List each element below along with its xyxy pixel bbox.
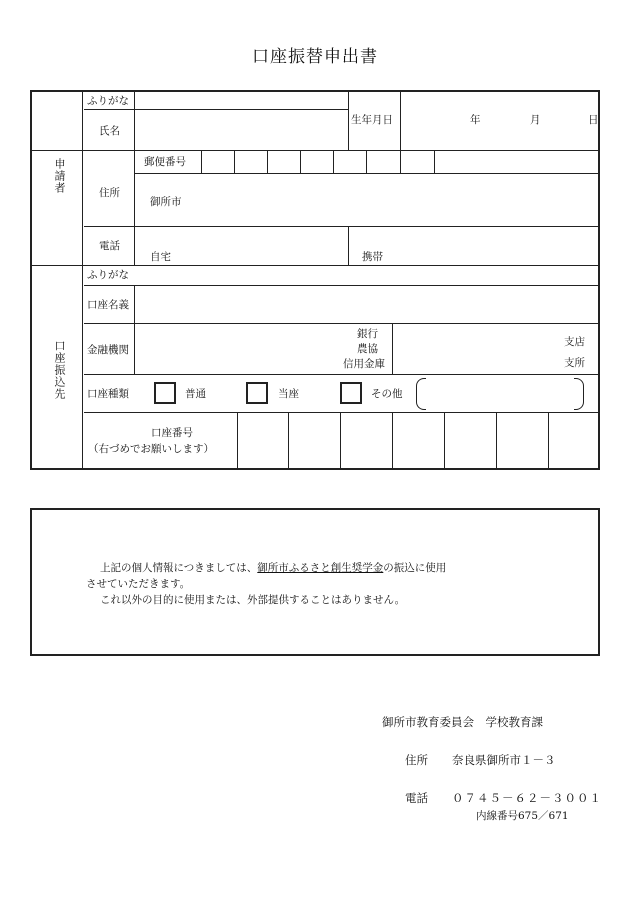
transfer-section-label: 口座振込先 — [53, 340, 66, 400]
account-name-label: 口座名義 — [87, 299, 129, 311]
footer-address-label: 住所 — [405, 753, 428, 767]
other-bracket-right — [574, 378, 584, 410]
birth-day-unit: 日 — [588, 114, 599, 126]
applicant-section-label: 申請者 — [53, 158, 66, 194]
institution-label: 金融機関 — [87, 344, 129, 356]
address-label: 住所 — [99, 187, 120, 199]
account-type-other: その他 — [371, 388, 403, 400]
bank-type-bank: 銀行 — [357, 328, 378, 340]
privacy-notice — [30, 508, 600, 656]
account-type-futsu: 普通 — [185, 388, 206, 400]
application-form — [30, 90, 600, 470]
footer-extension: 内線番号675／671 — [476, 810, 569, 822]
name-label: 氏名 — [99, 125, 120, 137]
home-phone-label: 自宅 — [150, 251, 171, 263]
branch-type-shiten: 支店 — [564, 336, 585, 348]
notice-line-2: させていただきます。 — [86, 578, 191, 590]
checkbox-other[interactable] — [340, 382, 362, 404]
mobile-phone-label: 携帯 — [362, 251, 383, 263]
branch-type-shisho: 支所 — [564, 357, 585, 369]
postal-code-label: 郵便番号 — [144, 156, 186, 168]
birthdate-label: 生年月日 — [351, 114, 393, 126]
account-number-label: 口座番号 — [151, 427, 193, 439]
applicant-furigana-label: ふりがな — [87, 95, 129, 107]
notice-line-1: 上記の個人情報につきましては、御所市ふるさと創生奨学金の振込に使用 — [100, 562, 447, 574]
phone-label: 電話 — [99, 240, 120, 252]
checkbox-toza[interactable] — [246, 382, 268, 404]
city-prefill: 御所市 — [150, 196, 182, 208]
birth-month-unit: 月 — [530, 114, 541, 126]
account-type-label: 口座種類 — [87, 388, 129, 400]
notice-line-3: これ以外の目的に使用または、外部提供することはありません。 — [100, 594, 406, 606]
footer-phone-label: 電話 — [405, 791, 428, 805]
checkbox-futsu[interactable] — [154, 382, 176, 404]
account-type-toza: 当座 — [278, 388, 299, 400]
transfer-furigana-label: ふりがな — [87, 269, 129, 281]
footer-phone: ０７４５－６２－３００１ — [452, 791, 602, 805]
other-bracket-left — [416, 378, 426, 410]
footer-address: 奈良県御所市１－３ — [452, 753, 556, 767]
document-title: 口座振替申出書 — [252, 47, 378, 67]
bank-type-shinkin: 信用金庫 — [343, 358, 385, 370]
bank-type-ja: 農協 — [357, 343, 378, 355]
office-name: 御所市教育委員会 学校教育課 — [382, 715, 543, 729]
account-number-note: （右づめでお願いします） — [88, 443, 214, 455]
birth-year-unit: 年 — [470, 114, 481, 126]
